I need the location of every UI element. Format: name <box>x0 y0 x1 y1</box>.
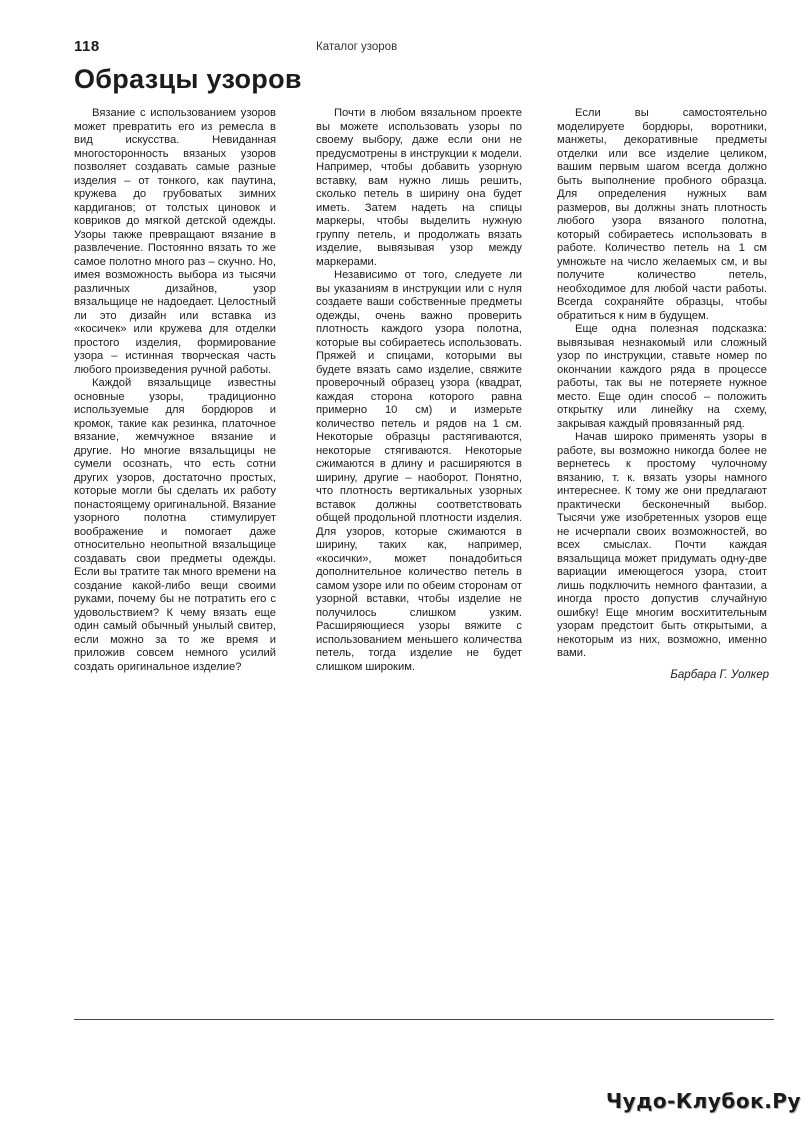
paragraph: Почти в любом вязальном проекте вы можете использовать узоры по своему выбору, даже если они не предусмотрены в инструкции к модели. Например, чтобы добавить узорную вставку, вам нужно лишь решить, сколько петель в ширину она будет иметь. Затем надеть на спицы маркеры, чтобы выделить нужную группу петель, и продолжать вязать изделие, вывязывая узор между маркерами. <box>316 107 522 268</box>
paragraph: Еще одна полезная подсказка: вывязывая незнакомый или сложный узор по инструкции, ставьте номер по окончании каждого ряда в процессе работы, так вы не потеряете нужное место. Еще один способ – положить открытку или линейку на схему, закрывая каждый провязанный ряд. <box>557 323 767 430</box>
paragraph: Начав широко применять узоры в работе, вы возможно никогда более не вернетесь к простому чулочному вязанию, т. к. вязать узоры намного интереснее. К тому же они предлагают практически бесконечный выбор. Тысячи уже изобретенных узоров еще не исчерпали своих возможностей, во всех смыслах. Почти каждая вязальщица может придумать одну-две вариации имеющегося узора, стоит лишь подключить немного фантазии, а иногда просто допустив случайную ошибку! Еще многим восхитительным узорам предстоит быть открытыми, а некоторым из них, возможно, именно вами. <box>557 431 767 659</box>
paragraph: Вязание с использованием узоров может превратить его из ремесла в вид искусства. Невиданная многосторонность вязаных узоров позволяет создавать самые разные изделия – от тонкого, как паутина, кружева до грубоватых зимних кардиганов; от толстых циновок и ковриков до мягкой детской одежды. Узоры также превращают вязание в развлечение. Постоянно вязать то же самое полотно много раз – скучно. Но, имея возможность выбора из тысячи различных дизайнов, узор вязальщице не надоедает. Целостный ли это дизайн или вставка из «косичек» или кружева для отделки простого изделия, формирование узора – истинная творческая часть любого произведения ручной работы. <box>74 107 276 376</box>
author-signature: Барбара Г. Уолкер <box>670 669 769 681</box>
paragraph: Независимо от того, следуете ли вы указаниям в инструкции или с нуля создаете ваши собственные предметы одежды, очень важно проверить плотность каждого узора полотна, которые вы собираетесь использовать. Пряжей и спицами, которыми вы будете вязать само изделие, свяжите проверочный образец узора (квадрат, каждая сторона которого равна примерно 10 см) и измерьте количество петель и рядов на 1 см. Некоторые образцы растягиваются, некоторые стягиваются. Некоторые сжимаются в длину и расширяются в ширину, другие – наоборот. Понятно, что плотность вертикальных узорных вставок должны соответствовать общей продольной плотности изделия. Для узоров, которые сжимаются в ширину, таких как, например, «косички», может понадобиться дополнительное количество петель в самом узоре или по обеим сторонам от узорной вставки, чтобы изделие не получилось слишком узким. Расширяющиеся узоры вяжите с использованием меньшего количества петель, тогда изделие не будет слишком широким. <box>316 269 522 673</box>
footer-rule <box>74 1019 774 1020</box>
text-column-2 <box>316 107 522 674</box>
page-title: Образцы узоров <box>74 64 302 94</box>
site-watermark: Чудо-Клубок.Ру <box>606 1089 801 1113</box>
paragraph: Если вы самостоятельно моделируете бордюры, воротники, манжеты, декоративные предметы отделки или все изделие целиком, вашим первым шагом всегда должно быть выполнение пробного образца. Для определения нужных вам размеров, вы должны знать плотность любого узора вязаного полотна, который собираетесь использовать в работе. Количество петель на 1 см умножьте на число желаемых см, и вы получите количество петель, необходимое для любой части работы. Всегда сохраняйте образцы, чтобы обратиться к ним в будущем. <box>557 107 767 322</box>
page-number: 118 <box>74 38 100 55</box>
paragraph: Каждой вязальщице известны основные узоры, традиционно используемые для бордюров и кромок, такие как резинка, платочное вязание, жемчужное вязание и другие. Но многие вязальщицы не сумели осознать, что есть сотни других узоров, достаточно простых, которые могли бы сделать их работу понастоящему оригинальной. Вязание узорного полотна стимулирует воображение и помогает даже относительно неопытной вязальщице создавать свои предметы одежды. Если вы тратите так много времени на создание какой-либо вещи своими руками, почему бы не потратить его с удовольствием? К чему вязать еще один самый обычный унылый свитер, если можно за то же время и приложив совсем немного усилий создать оригинальное изделие? <box>74 377 276 673</box>
running-head: Каталог узоров <box>316 41 398 53</box>
text-column-3 <box>557 107 767 661</box>
text-column-1 <box>74 107 276 674</box>
